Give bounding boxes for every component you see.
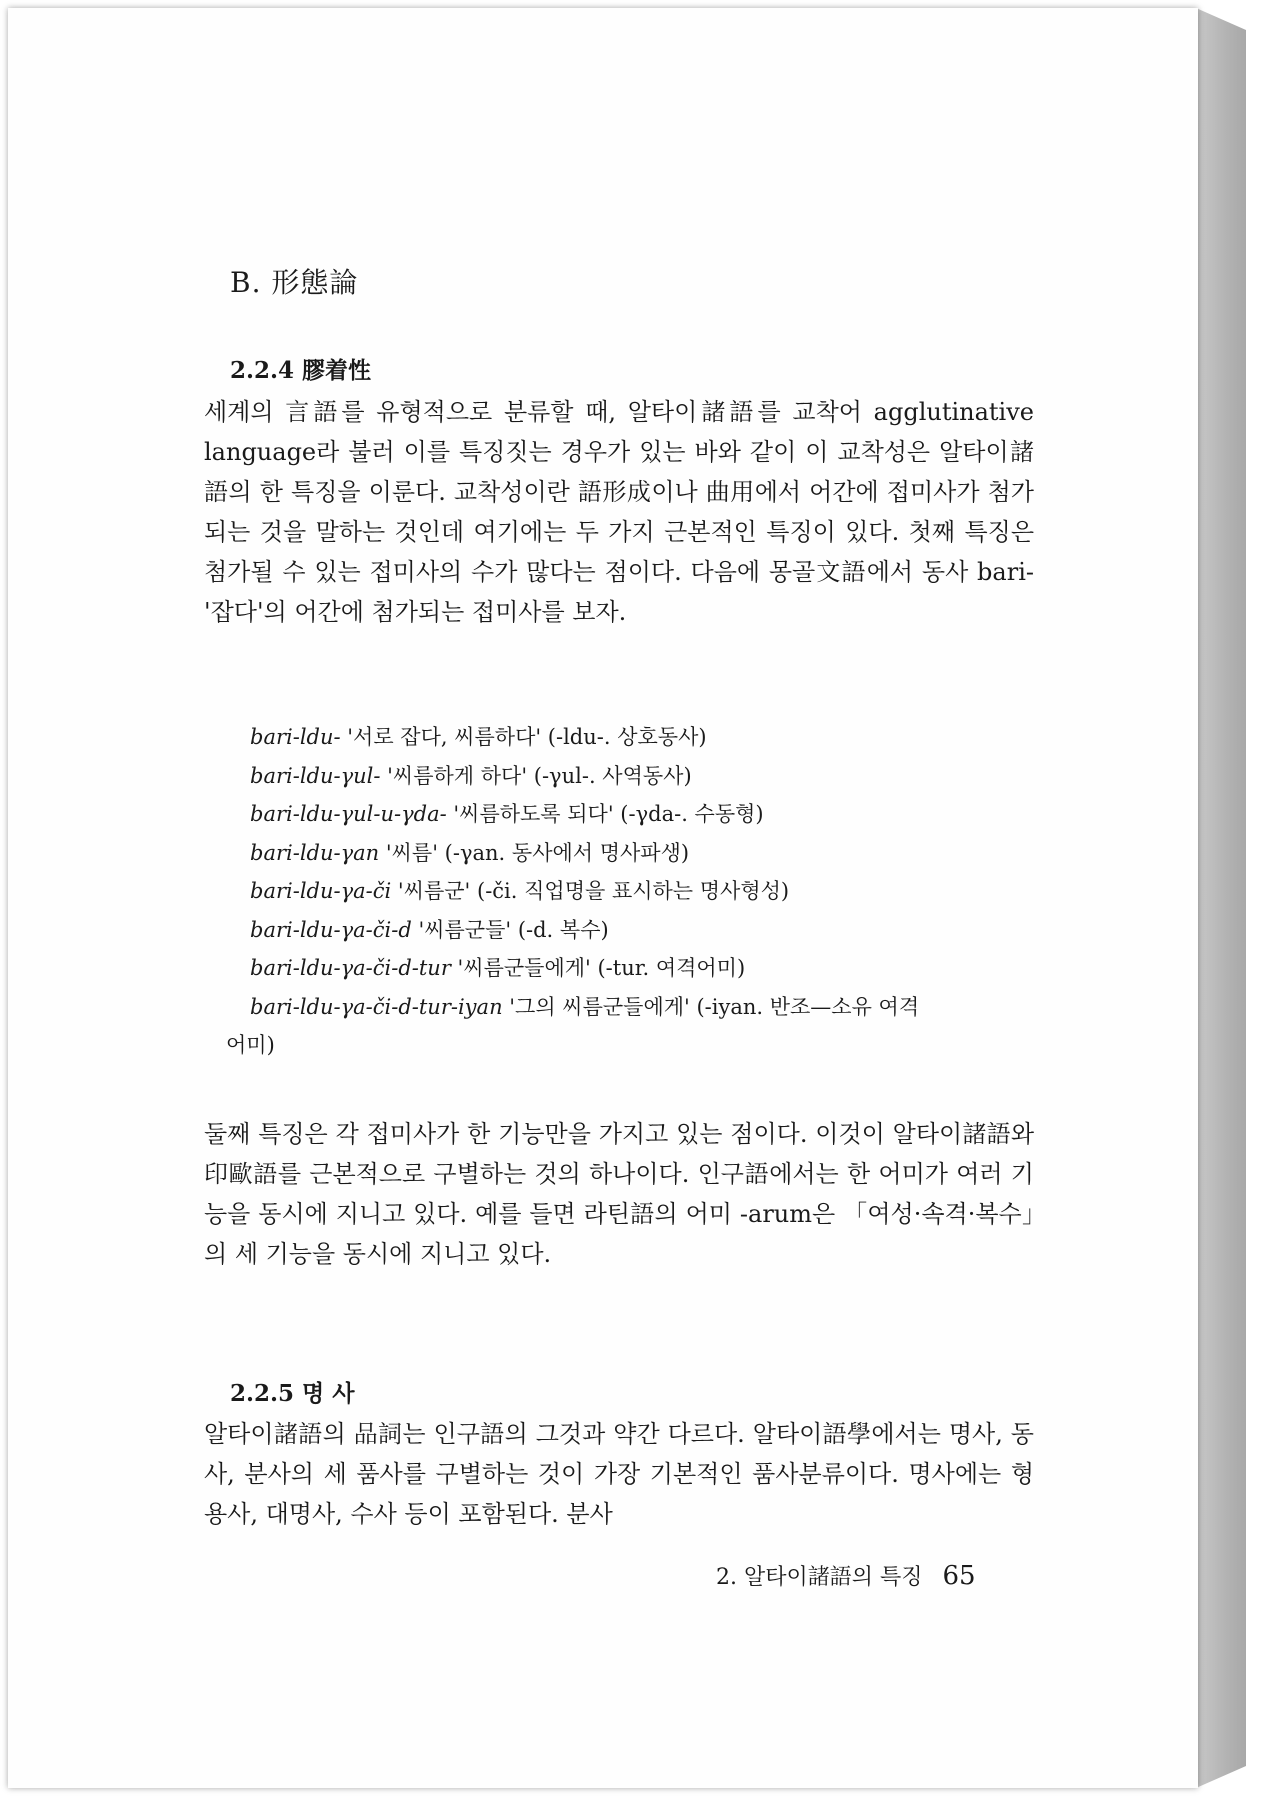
paragraph-agglutination: 세계의 言語를 유형적으로 분류할 때, 알타이諸語를 교착어 agglutinative language라 불러 이를 특징짓는 경우가 있는 바와 같이 이 교착성은 알타이諸語의 한 특징을 이룬다. 교착성이란 語形成이나 曲用에서 어간에 접미사가 첨가되는 것을 말하는 것인데 여기에는 두 가지 근본적인 특징이 있다. 첫째 특징은 첨가될 수 있는 접미사의 수가 많다는 점이다. 다음에 몽골文語에서 동사 bari- '잡다'의 어간에 첨가되는 접미사를 보자. [204, 398, 1034, 626]
example-form: bari-ldu- [250, 725, 341, 749]
example-continuation: 어미) [226, 1033, 275, 1057]
subsection-heading-2-2-4: 2.2.4 膠着性 [230, 357, 372, 384]
example-list [226, 718, 1040, 1064]
example-item [250, 795, 1040, 834]
example-form: bari-ldu-γul-u-γda- [250, 802, 447, 826]
example-item [250, 718, 1040, 757]
example-form: bari-ldu-γul- [250, 763, 381, 788]
book-edge [1196, 8, 1246, 1788]
page-number: 65 [942, 1561, 976, 1591]
section-header: B. 形態論 [230, 266, 359, 299]
paragraph-parts-of-speech: 알타이諸語의 品詞는 인구語의 그것과 약간 다르다. 알타이語學에서는 명사, 동사, 분사의 세 품사를 구별하는 것이 가장 기본적인 품사분류이다. 명사에는 형용사, 대명사, 수사 등이 포함된다. 분사 [204, 1420, 1034, 1528]
example-form: bari-ldu-γa-či [250, 879, 392, 903]
example-form: bari-ldu-γan [250, 840, 380, 865]
example-gloss: '씨름하게 하다' (-γul-. 사역동사) [380, 763, 692, 788]
example-gloss: '그의 씨름군들에게' (-iyan. 반조—소유 여격 [502, 994, 920, 1019]
example-item [250, 988, 1040, 1027]
example-gloss: '씨름군' (-či. 직업명을 표시하는 명사형성) [391, 879, 790, 903]
example-form: bari-ldu-γa-či-d-tur-iyan [250, 994, 503, 1019]
example-gloss: '씨름하도록 되다' (-γda-. 수동형) [446, 802, 764, 826]
example-gloss: '씨름군들' (-d. 복수) [411, 917, 609, 942]
example-gloss: '씨름' (-γan. 동사에서 명사파생) [379, 840, 690, 865]
book-page [8, 8, 1198, 1788]
running-footer-chapter: 2. 알타이諸語의 특징 [716, 1565, 923, 1590]
example-form: bari-ldu-γa-či-d [250, 917, 412, 942]
example-form: bari-ldu-γa-či-d-tur [250, 956, 451, 980]
example-item [250, 949, 1040, 988]
example-item [250, 834, 1040, 873]
subsection-heading-2-2-5: 2.2.5 명 사 [230, 1380, 355, 1407]
example-item [250, 757, 1040, 796]
example-gloss: '씨름군들에게' (-tur. 여격어미) [450, 956, 746, 980]
paragraph-single-function: 둘째 특징은 각 접미사가 한 기능만을 가지고 있는 점이다. 이것이 알타이諸語와 印歐語를 근본적으로 구별하는 것의 하나이다. 인구語에서는 한 어미가 여러 기능을 동시에 지니고 있다. 예를 들면 라틴語의 어미 -arum은 「여성·속격·복수」의 세 기능을 동시에 지니고 있다. [204, 1120, 1034, 1268]
example-gloss: '서로 잡다, 씨름하다' (-ldu-. 상호동사) [340, 725, 707, 749]
example-item [250, 872, 1040, 911]
page-footer [716, 1560, 976, 1591]
example-item [250, 911, 1040, 950]
